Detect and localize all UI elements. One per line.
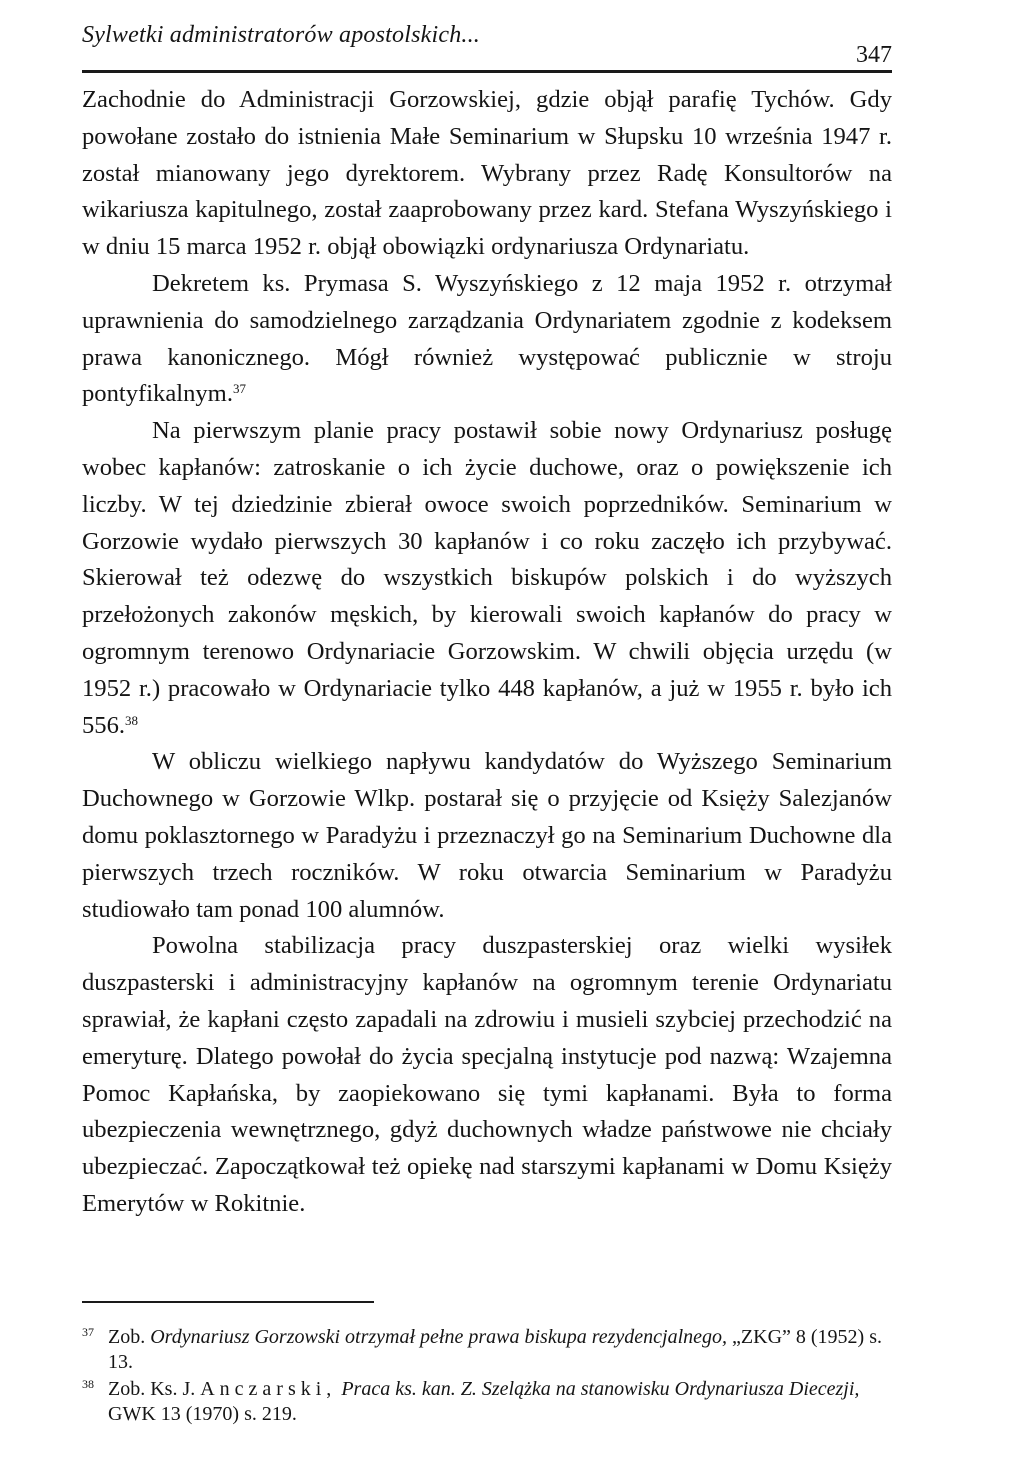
footnote-37 — [82, 1325, 892, 1375]
paragraph-3 — [82, 413, 892, 744]
footnote-38 — [82, 1377, 892, 1427]
footnote-source: GWK 13 (1970) s. 219. — [108, 1403, 297, 1425]
paragraph-5 — [82, 928, 892, 1222]
paragraph-2 — [82, 266, 892, 413]
footnote-reference-38[interactable]: 38 — [125, 712, 139, 728]
footnote-source: „ZKG” 8 (1952) s. 13. — [108, 1326, 882, 1373]
footnotes — [82, 1325, 892, 1429]
footnote-lead: Zob. — [108, 1326, 146, 1348]
running-head — [82, 18, 892, 74]
footnote-reference-37[interactable]: 37 — [232, 381, 246, 397]
paragraph-1-text: Zachodnie do Administracji Gorzowskiej, gdzie objął parafię Tychów. Gdy powołane zostało do istnienia Małe Seminarium w Słupsku 10 września 1947 r. został mianowany jego dyrektorem. Wybrany przez Radę Konsultorów na wikariusza kapitulnego, został zaaprobowany przez kard. Stefana Wyszyńskiego i w dniu 15 marca 1952 r. objął obowiązki ordynariusza Ordynariatu. — [82, 86, 892, 261]
paragraph-2-text: Dekretem ks. Prymasa S. Wyszyńskiego z 12 maja 1952 r. otrzymał uprawnienia do samodzielnego zarządzania Ordynariatem zgodnie z kodeksem prawa kanonicznego. Mógł również występować publicznie w stroju pontyfikalnym. — [82, 269, 892, 408]
running-title: Sylwetki administratorów apostolskich... — [82, 22, 480, 48]
page-number: 347 — [856, 42, 892, 68]
footnote-title: Ordynariusz Gorzowski otrzymał pełne prawa biskupa rezydencjalnego, — [150, 1326, 728, 1348]
main-text — [82, 82, 892, 1223]
paragraph-4 — [82, 744, 892, 928]
paragraph-3-text: Na pierwszym planie pracy postawił sobie nowy Ordynariusz posługę wobec kapłanów: zatroskanie o ich życie duchowe, oraz o powiększenie ich liczby. W tej dziedzinie zbierał owoce swoich poprzedników. Seminarium w Gorzowie wydało pierwszych 30 kapłanów i co roku zaczęło ich przybywać. Skierował też odezwę do wszystkich biskupów polskich i do wyższych przełożonych zakonów męskich, by kierowali swoich kapłanów do pracy w ogromnym terenowo Ordynariacie Gorzowskim. W chwili objęcia urzędu (w 1952 r.) pracowało w Ordynariacie tylko 448 kapłanów, a już w 1955 r. było ich 556. — [82, 417, 892, 739]
header-rule — [82, 70, 892, 73]
paragraph-4-text: W obliczu wielkiego napływu kandydatów do Wyższego Seminarium Duchownego w Gorzowie Wlkp. postarał się o przyjęcie od Księży Salezjanów domu poklasztornego w Paradyżu i przeznaczył go na Seminarium Duchowne dla pierwszych trzech roczników. W roku otwarcia Seminarium w Paradyżu studiowało tam ponad 100 alumnów. — [82, 748, 892, 923]
paragraph-1 — [82, 82, 892, 266]
paragraph-5-text: Powolna stabilizacja pracy duszpasterskiej oraz wielki wysiłek duszpasterski i administracyjny kapłanów na ogromnym terenie Ordynariatu sprawiał, że kapłani często zapadali na zdrowiu i musieli szybciej przechodzić na emeryturę. Dlatego powołał do życia specjalną instytucje pod nazwą: Wzajemna Pomoc Kapłańska, by zaopiekowano się tymi kapłanami. Była to forma ubezpieczenia wewnętrznego, gdyż duchownych władze państwowe nie chciały ubezpieczać. Zapoczątkował też opiekę nad starszymi kapłanami w Domu Księży Emerytów w Rokitnie. — [82, 932, 892, 1217]
footnote-lead: Zob. Ks. J. — [108, 1378, 196, 1400]
footnote-marker: 38 — [82, 1377, 94, 1391]
footnote-author: Anczarski, — [200, 1378, 337, 1400]
footnote-separator — [82, 1301, 374, 1303]
footnote-marker: 37 — [82, 1325, 94, 1339]
footnote-title: Praca ks. kan. Z. Szelążka na stanowisku Ordynariusza Diecezji, — [341, 1378, 860, 1400]
